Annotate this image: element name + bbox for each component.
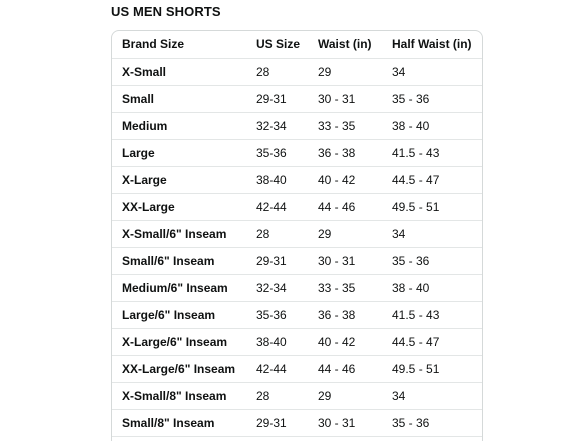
us-size-cell: 32-34 bbox=[246, 274, 308, 301]
us-size-cell: 29-31 bbox=[246, 409, 308, 436]
half-waist-cell: 44.5 - 47 bbox=[382, 328, 483, 355]
brand-size-cell: Medium/6" Inseam bbox=[112, 274, 246, 301]
waist-cell: 33 - 35 bbox=[308, 274, 382, 301]
half-waist-cell: 35 - 36 bbox=[382, 247, 483, 274]
us-size-cell: 35-36 bbox=[246, 301, 308, 328]
table-row bbox=[112, 220, 483, 247]
us-size-cell: 29-31 bbox=[246, 85, 308, 112]
header-brand-size: Brand Size bbox=[112, 31, 246, 58]
waist-cell: 29 bbox=[308, 382, 382, 409]
half-waist-cell: 35 - 36 bbox=[382, 409, 483, 436]
brand-size-cell: X-Small/8" Inseam bbox=[112, 382, 246, 409]
table-row bbox=[112, 382, 483, 409]
waist-cell: 40 - 42 bbox=[308, 166, 382, 193]
waist-cell: 30 - 31 bbox=[308, 85, 382, 112]
brand-size-cell: XX-Large/6" Inseam bbox=[112, 355, 246, 382]
brand-size-cell: Large bbox=[112, 139, 246, 166]
brand-size-cell: XX-Large bbox=[112, 193, 246, 220]
header-half-waist: Half Waist (in) bbox=[382, 31, 483, 58]
half-waist-cell: 41.5 - 43 bbox=[382, 139, 483, 166]
half-waist-cell: 38 - 40 bbox=[382, 112, 483, 139]
header-us-size: US Size bbox=[246, 31, 308, 58]
half-waist-cell: 34 bbox=[382, 58, 483, 85]
table-row bbox=[112, 301, 483, 328]
us-size-cell: 38-40 bbox=[246, 328, 308, 355]
waist-cell: 36 - 38 bbox=[308, 139, 382, 166]
table-row bbox=[112, 85, 483, 112]
waist-cell: 29 bbox=[308, 58, 382, 85]
brand-size-cell: Small/8" Inseam bbox=[112, 409, 246, 436]
brand-size-cell: X-Small/6" Inseam bbox=[112, 220, 246, 247]
table-row bbox=[112, 274, 483, 301]
us-size-cell: 42-44 bbox=[246, 355, 308, 382]
us-size-cell: 29-31 bbox=[246, 247, 308, 274]
half-waist-cell: 44.5 - 47 bbox=[382, 166, 483, 193]
waist-cell: 44 - 46 bbox=[308, 355, 382, 382]
waist-cell: 44 - 46 bbox=[308, 193, 382, 220]
brand-size-cell: X-Large bbox=[112, 166, 246, 193]
half-waist-cell: 38 - 40 bbox=[382, 274, 483, 301]
half-waist-cell: 34 bbox=[382, 382, 483, 409]
half-waist-cell: 35 - 36 bbox=[382, 85, 483, 112]
us-size-cell: 28 bbox=[246, 382, 308, 409]
waist-cell: 29 bbox=[308, 220, 382, 247]
waist-cell: 36 - 38 bbox=[308, 301, 382, 328]
page-title: US MEN SHORTS bbox=[111, 4, 221, 19]
us-size-cell: 32-34 bbox=[246, 112, 308, 139]
us-size-cell: 38-40 bbox=[246, 166, 308, 193]
waist-cell: 33 - 35 bbox=[308, 112, 382, 139]
table-row bbox=[112, 58, 483, 85]
waist-cell: 30 - 31 bbox=[308, 247, 382, 274]
brand-size-cell: Small bbox=[112, 85, 246, 112]
us-size-cell: 28 bbox=[246, 220, 308, 247]
us-size-cell: 35-36 bbox=[246, 139, 308, 166]
table-row bbox=[112, 247, 483, 274]
half-waist-cell: 41.5 - 43 bbox=[382, 301, 483, 328]
us-size-cell: 28 bbox=[246, 58, 308, 85]
table-row bbox=[112, 166, 483, 193]
table-row bbox=[112, 355, 483, 382]
waist-cell: 30 - 31 bbox=[308, 409, 382, 436]
half-waist-cell: 49.5 - 51 bbox=[382, 193, 483, 220]
us-size-cell: 42-44 bbox=[246, 193, 308, 220]
half-waist-cell: 34 bbox=[382, 220, 483, 247]
size-chart-table bbox=[112, 31, 483, 437]
table-row bbox=[112, 409, 483, 436]
brand-size-cell: Medium bbox=[112, 112, 246, 139]
half-waist-cell: 49.5 - 51 bbox=[382, 355, 483, 382]
brand-size-cell: X-Large/6" Inseam bbox=[112, 328, 246, 355]
header-waist: Waist (in) bbox=[308, 31, 382, 58]
table-row bbox=[112, 112, 483, 139]
brand-size-cell: X-Small bbox=[112, 58, 246, 85]
brand-size-cell: Large/6" Inseam bbox=[112, 301, 246, 328]
waist-cell: 40 - 42 bbox=[308, 328, 382, 355]
table-row bbox=[112, 139, 483, 166]
table-row bbox=[112, 193, 483, 220]
table-row bbox=[112, 328, 483, 355]
table-header-row bbox=[112, 31, 483, 58]
brand-size-cell: Small/6" Inseam bbox=[112, 247, 246, 274]
size-chart-table-container bbox=[111, 30, 483, 441]
